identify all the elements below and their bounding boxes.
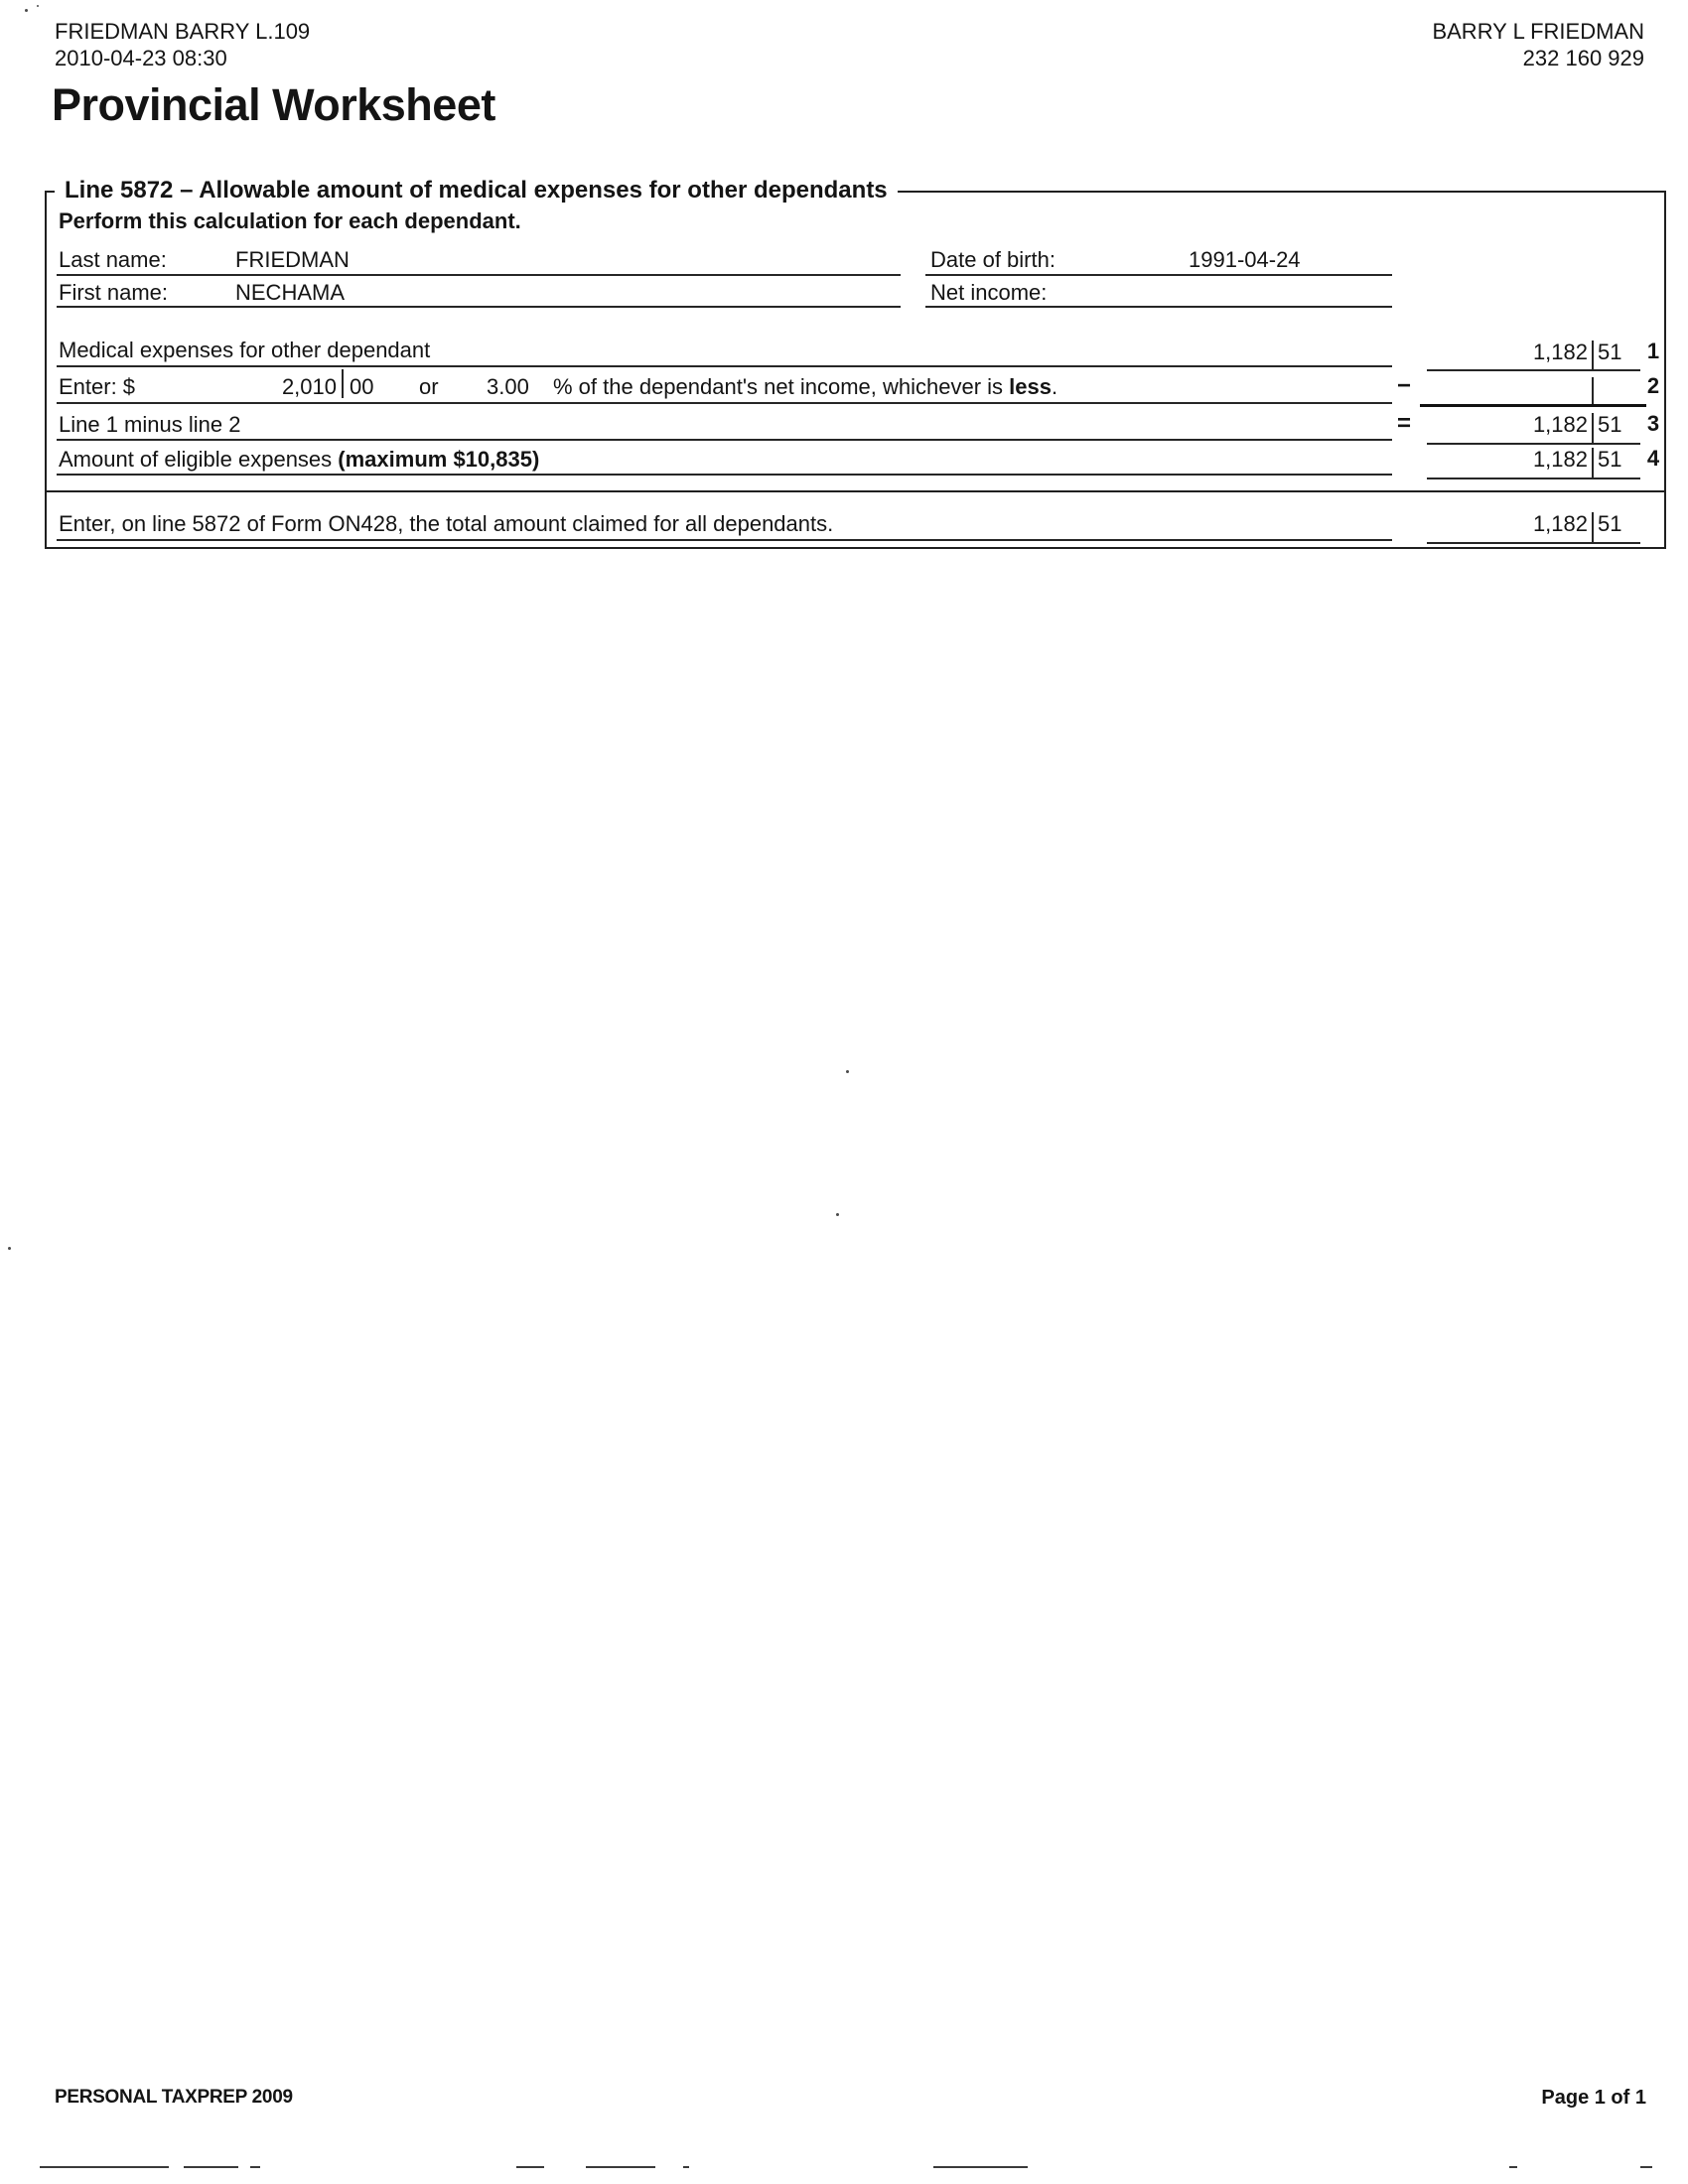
section-divider [47, 490, 1664, 492]
row4-underline [57, 474, 1392, 476]
first-name-value: NECHAMA [235, 280, 346, 305]
row4-line-number: 4 [1646, 446, 1660, 471]
last-name-value: FRIEDMAN [235, 247, 350, 272]
total-cents-separator [1592, 512, 1594, 542]
row4-label-bold: (maximum $10,835) [338, 447, 540, 472]
last-name-underline [57, 274, 901, 276]
row3-cents-separator [1592, 413, 1594, 443]
total-amount-underline [1427, 542, 1640, 544]
net-income-label: Net income: [930, 280, 1048, 305]
row2-entered-cents: 00 [350, 374, 374, 399]
row2-line-number: 2 [1646, 373, 1660, 398]
scan-artifact-line [40, 2166, 169, 2168]
row4-cents-separator [1592, 448, 1594, 478]
scan-speck [25, 9, 28, 12]
page-title: Provincial Worksheet [52, 79, 495, 130]
row2-percent-value: 3.00 [487, 374, 529, 399]
row3-amount-cents: 51 [1598, 412, 1622, 437]
row2-entered-dollars: 2,010 [281, 374, 337, 399]
scan-artifact-line [1509, 2166, 1517, 2168]
row2-percent-text [553, 374, 1057, 400]
dob-underline [925, 274, 1392, 276]
first-name-label: First name: [59, 280, 169, 305]
row2-minus-operator: − [1397, 372, 1412, 399]
row2-enter-label: Enter: $ [59, 374, 136, 399]
scan-speck [37, 5, 39, 7]
header-sin: 232 160 929 [1522, 46, 1644, 70]
row1-amount-cents: 51 [1598, 340, 1622, 364]
row4-amount-dollars: 1,182 [1532, 447, 1588, 472]
header-left [55, 18, 310, 71]
net-income-underline [925, 306, 1392, 308]
row1-underline [57, 365, 1392, 367]
row2-underline [57, 402, 1392, 404]
section-instruction: Perform this calculation for each dependant. [59, 208, 521, 233]
row1-cents-separator [1592, 341, 1594, 369]
header-doc-id: FRIEDMAN BARRY L.109 [55, 19, 311, 44]
total-amount-dollars: 1,182 [1532, 511, 1588, 536]
row1-amount-underline [1427, 369, 1640, 371]
row3-label: Line 1 minus line 2 [59, 412, 241, 437]
first-name-underline [57, 306, 901, 308]
row4-label-normal: Amount of eligible expenses [59, 447, 339, 472]
scan-speck [836, 1213, 839, 1216]
row4-amount-underline [1427, 478, 1640, 479]
total-amount-cents: 51 [1598, 511, 1622, 536]
footer-app-name: PERSONAL TAXPREP 2009 [55, 2087, 293, 2108]
dob-value: 1991-04-24 [1189, 247, 1301, 272]
row1-amount-dollars: 1,182 [1532, 340, 1588, 364]
row3-underline [57, 439, 1392, 441]
scan-artifact-line [1640, 2166, 1652, 2168]
scan-artifact-line [516, 2166, 544, 2168]
row3-amount-underline [1427, 443, 1640, 445]
line-5872-section [45, 177, 1666, 549]
header-datetime: 2010-04-23 08:30 [55, 46, 227, 70]
scan-artifact-line [250, 2166, 260, 2168]
dob-label: Date of birth: [930, 247, 1055, 272]
last-name-label: Last name: [59, 247, 167, 272]
row3-line-number: 3 [1646, 411, 1660, 436]
row3-equals-operator: = [1397, 410, 1412, 437]
section-title: Line 5872 – Allowable amount of medical expenses for other dependants [55, 177, 898, 205]
scan-speck [8, 1247, 11, 1250]
row2-or-label: or [419, 374, 439, 399]
row2-entered-cents-separator [342, 369, 344, 398]
row2-percent-text-period: . [1051, 374, 1058, 399]
row4-amount-cents: 51 [1598, 447, 1622, 472]
header-right [1432, 18, 1644, 71]
row2-percent-text-bold: less [1009, 374, 1052, 399]
header-taxpayer-name: BARRY L FRIEDMAN [1432, 19, 1644, 44]
row2-amount-underline-thick [1420, 404, 1646, 407]
row1-line-number: 1 [1646, 339, 1660, 363]
total-row-label: Enter, on line 5872 of Form ON428, the total amount claimed for all dependants. [59, 511, 834, 536]
row1-label: Medical expenses for other dependant [59, 338, 431, 362]
row2-percent-text-normal: % of the dependant's net income, whichever is [553, 374, 1010, 399]
row4-label [59, 447, 539, 473]
scan-artifact-line [184, 2166, 238, 2168]
scan-speck [846, 1070, 849, 1073]
total-row-underline [57, 539, 1392, 541]
scan-artifact-line [586, 2166, 655, 2168]
footer-page-number: Page 1 of 1 [1541, 2087, 1646, 2109]
scan-artifact-line [933, 2166, 1028, 2168]
scan-artifact-line [683, 2166, 689, 2168]
row3-amount-dollars: 1,182 [1532, 412, 1588, 437]
row2-cents-separator [1592, 377, 1594, 404]
